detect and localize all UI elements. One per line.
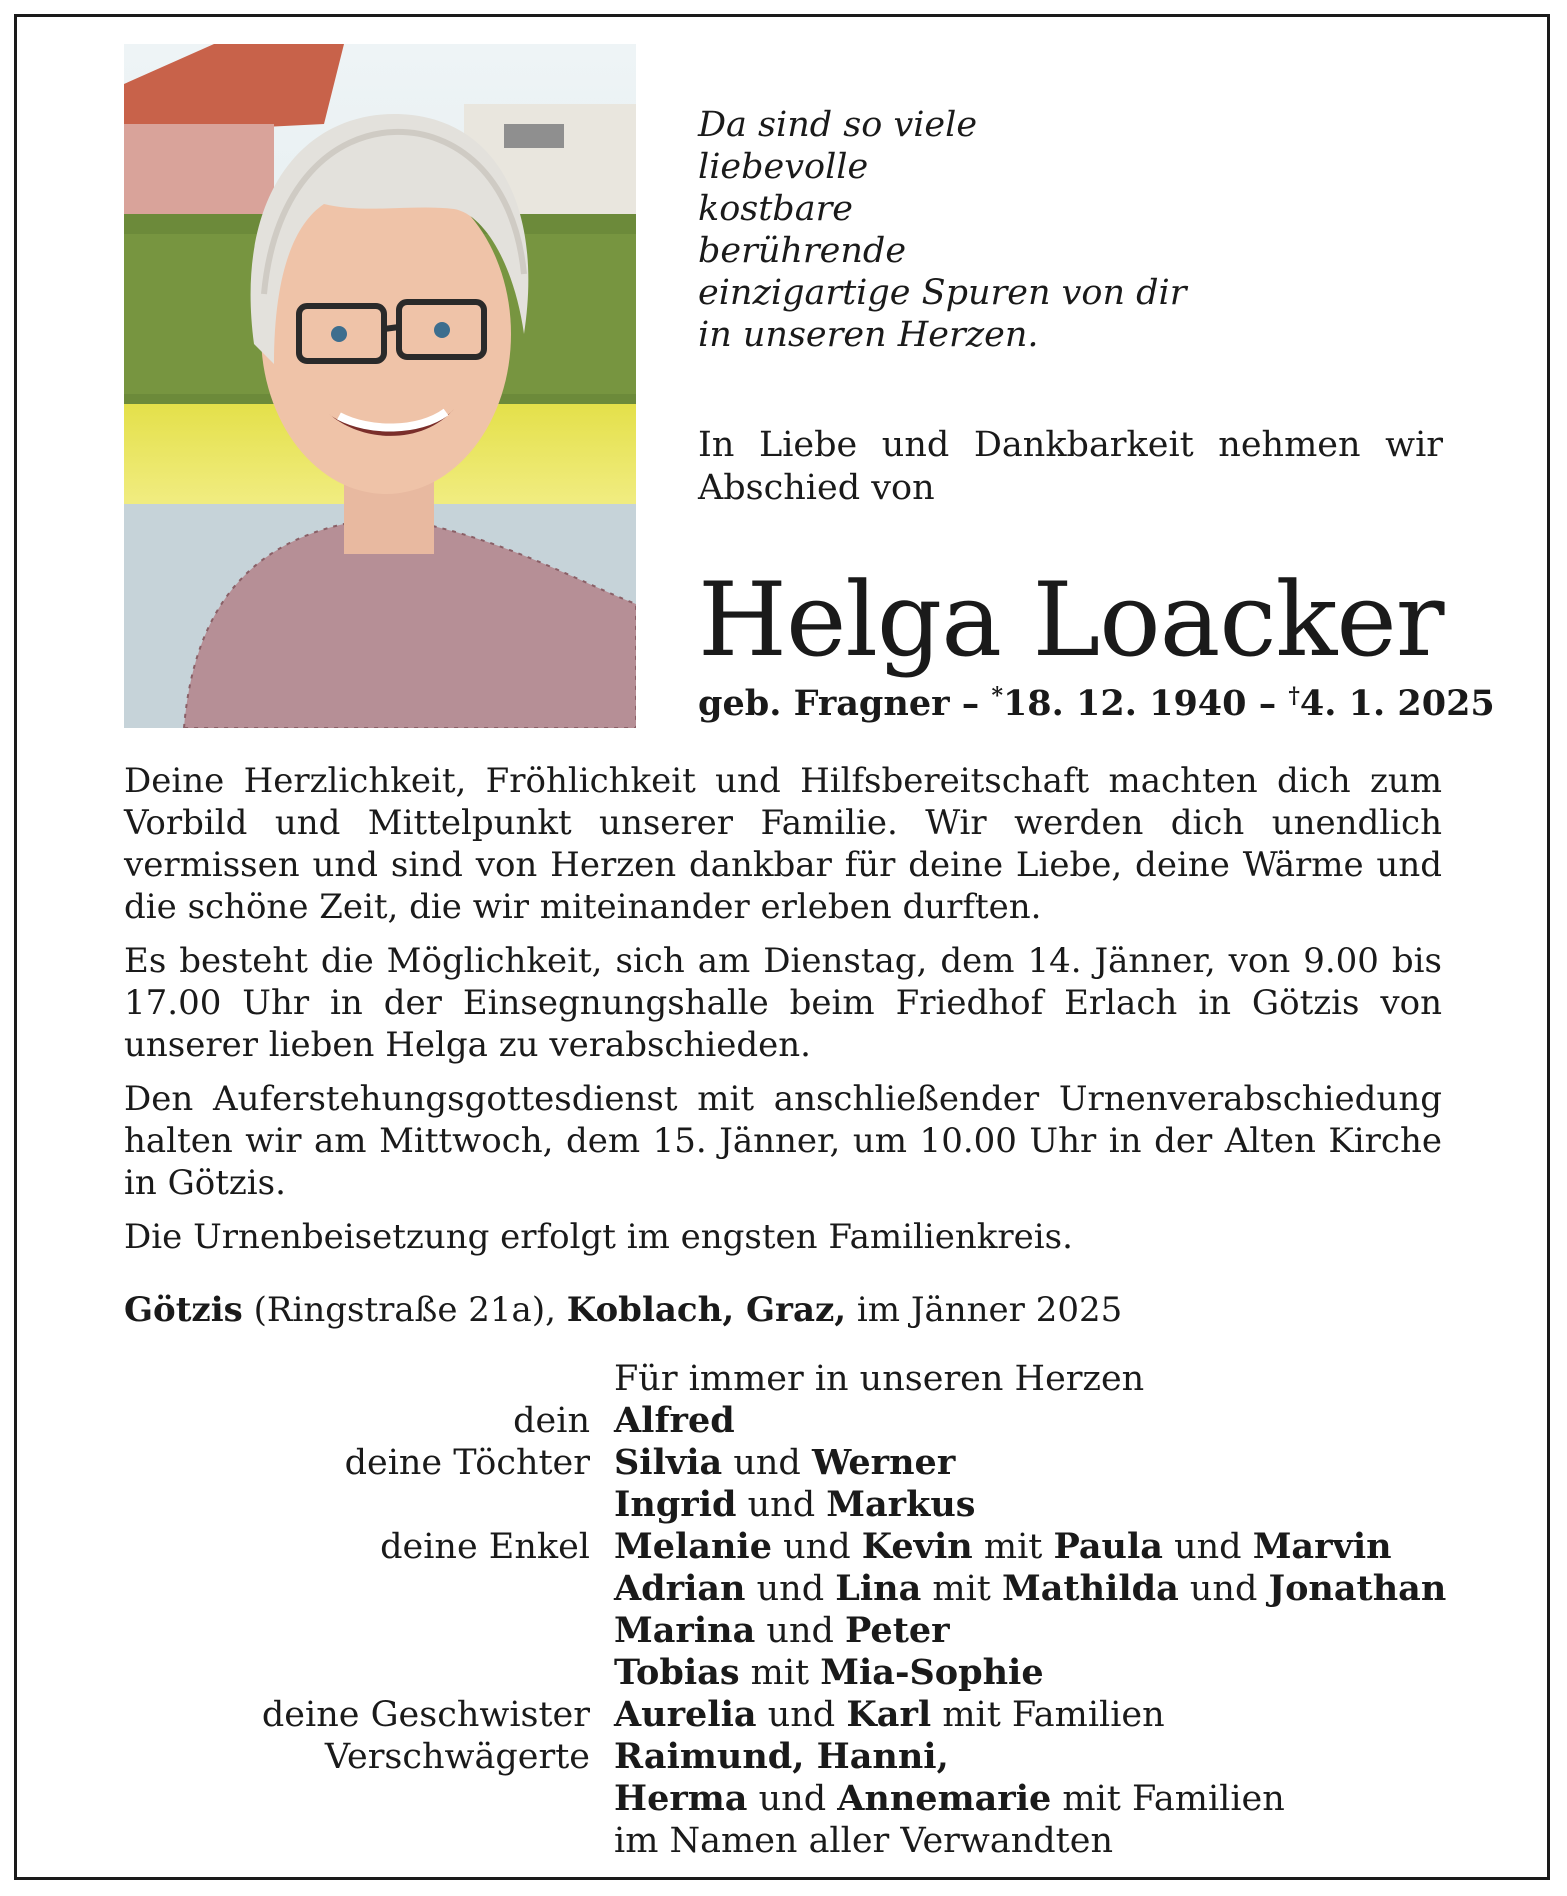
mourner-role: dein — [513, 1401, 590, 1441]
mourner-role — [124, 1484, 614, 1526]
mourner-row — [124, 1652, 1464, 1694]
mourner-row — [124, 1526, 1464, 1568]
mourner-name: Jonathan — [1268, 1568, 1447, 1609]
intro-text: In Liebe und Dankbarkeit nehmen wir Abschied von — [698, 425, 1443, 508]
mourner-row — [124, 1400, 1464, 1442]
mourner-role: deine Geschwister — [261, 1695, 590, 1735]
mourner-row — [124, 1736, 1464, 1778]
place-date: im Jänner 2025 — [846, 1290, 1123, 1330]
mourner-role — [124, 1610, 614, 1652]
mourner-row — [124, 1484, 1464, 1526]
mourner-role — [124, 1358, 614, 1400]
mourner-connector: und — [722, 1443, 812, 1483]
mourner-row — [124, 1358, 1464, 1400]
mourner-names — [614, 1778, 1285, 1820]
deceased-name: Helga Loacker — [698, 561, 1444, 680]
mourner-name: Adrian — [614, 1568, 746, 1609]
birth-date: 18. 12. 1940 — [1002, 683, 1247, 724]
mourner-name: Werner — [811, 1442, 956, 1483]
mourner-name: Marina — [614, 1610, 756, 1651]
mourner-role — [124, 1778, 614, 1820]
poem-line: kostbare — [698, 189, 854, 229]
mourner-name: Annemarie — [837, 1778, 1052, 1819]
poem-line: einzigartige Spuren von dir — [698, 273, 1187, 313]
paragraph: Den Auferstehungsgottesdienst mit anschließender Urnenverabschiedung halten wir am Mittwoch, dem 15. Jänner, um 10.00 Uhr in der Alten Kirche in Götzis. — [124, 1079, 1442, 1203]
mourner-name: Markus — [826, 1484, 976, 1525]
place-date-line — [124, 1290, 1122, 1330]
death-symbol: † — [1288, 683, 1300, 709]
mourner-row — [124, 1610, 1464, 1652]
mourner-role — [124, 1820, 614, 1862]
mourner-names — [614, 1568, 1446, 1610]
mourner-row — [124, 1694, 1464, 1736]
paragraph: Die Urnenbeisetzung erfolgt im engsten Familienkreis. — [124, 1217, 1073, 1257]
mourner-role: deine Töchter — [344, 1443, 590, 1483]
mourner-names — [614, 1652, 1044, 1694]
mourner-connector: und — [1162, 1527, 1253, 1567]
mourner-name: Paula — [1053, 1526, 1163, 1567]
mourner-connector: und — [772, 1527, 862, 1567]
mourner-names — [614, 1526, 1392, 1568]
mourner-connector: mit — [972, 1527, 1054, 1567]
poem — [698, 104, 1186, 356]
mourner-name: Ingrid — [614, 1484, 737, 1525]
mourner-connector: und — [736, 1485, 827, 1525]
mourner-name: Tobias — [614, 1652, 740, 1693]
notice-body — [124, 760, 1442, 1270]
mourner-name: Mia-Sophie — [820, 1652, 1044, 1693]
place-town: Götzis — [124, 1290, 243, 1330]
mourner-names — [614, 1820, 1113, 1862]
mourner-name: Melanie — [614, 1526, 772, 1567]
mourner-role: deine Enkel — [380, 1527, 590, 1567]
mourner-connector: und — [756, 1695, 847, 1735]
mourner-row — [124, 1820, 1464, 1862]
mourner-connector: mit Familien — [1051, 1779, 1285, 1819]
mourner-name: Raimund, Hanni, — [614, 1736, 949, 1777]
mourner-connector: mit — [739, 1653, 821, 1693]
poem-line: Da sind so viele — [698, 105, 978, 145]
birth-symbol: * — [991, 683, 1003, 709]
mourner-names — [614, 1442, 955, 1484]
death-date: 4. 1. 2025 — [1299, 683, 1495, 724]
birth-death-line — [698, 683, 1495, 724]
mourner-name: Lina — [835, 1568, 922, 1609]
portrait-photo — [124, 44, 636, 728]
mourner-names — [614, 1484, 976, 1526]
maiden-name: geb. Fragner — [698, 683, 950, 724]
paragraph: Es besteht die Möglichkeit, sich am Dienstag, dem 14. Jänner, von 9.00 bis 17.00 Uhr in der Einsegnungshalle beim Friedhof Erlach in Götzis von unserer lieben Helga zu verabschieden. — [124, 941, 1442, 1065]
mourner-name: Herma — [614, 1778, 748, 1819]
poem-line: liebevolle — [698, 147, 869, 187]
mourner-name: Kevin — [861, 1526, 973, 1567]
place-address: (Ringstraße 21a), — [242, 1290, 567, 1330]
poem-line: berührende — [698, 231, 907, 271]
mourner-connector: im Namen aller Verwandten — [614, 1821, 1113, 1861]
paragraph: Deine Herzlichkeit, Fröhlichkeit und Hilfsbereitschaft machten dich zum Vorbild und Mittelpunkt unserer Familie. Wir werden dich unendlich vermissen und sind von Herzen dankbar für deine Liebe, deine Wärme und die schöne Zeit, die wir miteinander erleben durften. — [124, 761, 1442, 927]
mourner-name: Silvia — [614, 1442, 723, 1483]
mourner-names — [614, 1610, 950, 1652]
mourner-names — [614, 1358, 1144, 1400]
mourner-names — [614, 1694, 1165, 1736]
dash: – — [1258, 683, 1277, 724]
mourner-names — [614, 1400, 735, 1442]
mourner-connector: und — [755, 1611, 846, 1651]
mourner-row — [124, 1778, 1464, 1820]
mourner-row — [124, 1568, 1464, 1610]
mourner-connector: Für immer in unseren Herzen — [614, 1359, 1145, 1399]
poem-line: in unseren Herzen. — [698, 315, 1039, 355]
mourner-name: Marvin — [1252, 1526, 1392, 1567]
mourner-name: Karl — [846, 1694, 932, 1735]
mourner-role: Verschwägerte — [324, 1737, 590, 1777]
mourner-name: Alfred — [614, 1400, 735, 1441]
mourner-name: Mathilda — [1001, 1568, 1179, 1609]
mourner-role — [124, 1652, 614, 1694]
place-towns: Koblach, Graz, — [566, 1290, 847, 1330]
mourner-name: Peter — [845, 1610, 950, 1651]
mourner-row — [124, 1442, 1464, 1484]
mourner-connector: mit Familien — [931, 1695, 1165, 1735]
mourner-role — [124, 1568, 614, 1610]
dash: – — [961, 683, 980, 724]
mourner-connector: und — [745, 1569, 836, 1609]
mourner-names — [614, 1736, 949, 1778]
mourner-connector: mit — [921, 1569, 1002, 1609]
mourner-connector: und — [1178, 1569, 1269, 1609]
mourner-name: Aurelia — [614, 1694, 757, 1735]
mourners-list — [124, 1358, 1464, 1862]
mourner-connector: und — [747, 1779, 838, 1819]
